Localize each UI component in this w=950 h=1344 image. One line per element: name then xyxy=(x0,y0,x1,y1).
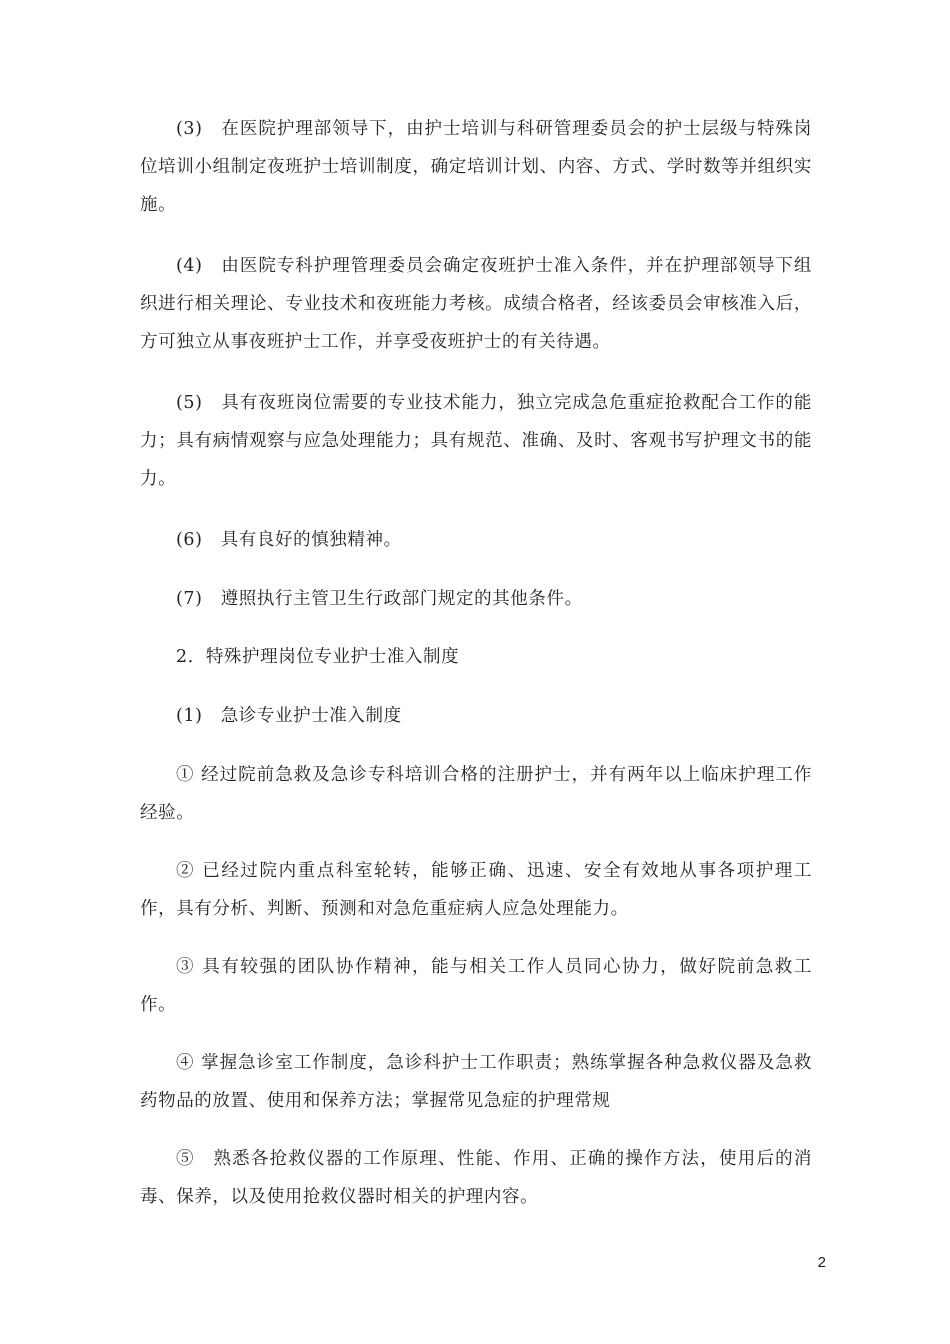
subsection-heading-emergency: (1) 急诊专业护士准入制度 xyxy=(176,706,402,726)
paragraph-prudence: (6) 具有良好的慎独精神。 xyxy=(176,530,402,550)
list-item-2: ② 已经过院内重点科室轮转，能够正确、迅速、安全有效地从事各项护理工作，具有分析、判断、预测和对急危重症病人应急处理能力。 xyxy=(140,861,812,919)
paragraph-night-nurse-admission: (4) 由医院专科护理管理委员会确定夜班护士准入条件，并在护理部领导下组织进行相关理论、专业技术和夜班能力考核。成绩合格者，经该委员会审核准入后，方可独立从事夜班护士工作，并享受夜班护士的有关待遇。 xyxy=(140,256,812,352)
paragraph-night-nurse-training: (3) 在医院护理部领导下，由护士培训与科研管理委员会的护士层级与特殊岗位培训小组制定夜班护士培训制度，确定培训计划、内容、方式、学时数等并组织实施。 xyxy=(140,119,812,215)
paragraph-night-nurse-abilities: (5) 具有夜班岗位需要的专业技术能力，独立完成急危重症抢救配合工作的能力；具有病情观察与应急处理能力；具有规范、准确、及时、客观书写护理文书的能力。 xyxy=(140,393,812,489)
list-item-1: ① 经过院前急救及急诊专科培训合格的注册护士，并有两年以上临床护理工作经验。 xyxy=(140,765,812,823)
page-number: 2 xyxy=(817,1254,826,1271)
list-item-4: ④ 掌握急诊室工作制度，急诊科护士工作职责；熟练掌握各种急救仪器及急救药物品的放置、使用和保养方法；掌握常见急症的护理常规 xyxy=(140,1053,812,1111)
section-heading-special-posts: 2．特殊护理岗位专业护士准入制度 xyxy=(176,647,460,667)
list-item-3: ③ 具有较强的团队协作精神，能与相关工作人员同心协力，做好院前急救工作。 xyxy=(140,957,812,1015)
list-item-5: ⑤ 熟悉各抢救仪器的工作原理、性能、作用、正确的操作方法，使用后的消毒、保养，以及使用抢救仪器时相关的护理内容。 xyxy=(140,1149,812,1207)
paragraph-other-conditions: (7) 遵照执行主管卫生行政部门规定的其他条件。 xyxy=(176,589,583,609)
